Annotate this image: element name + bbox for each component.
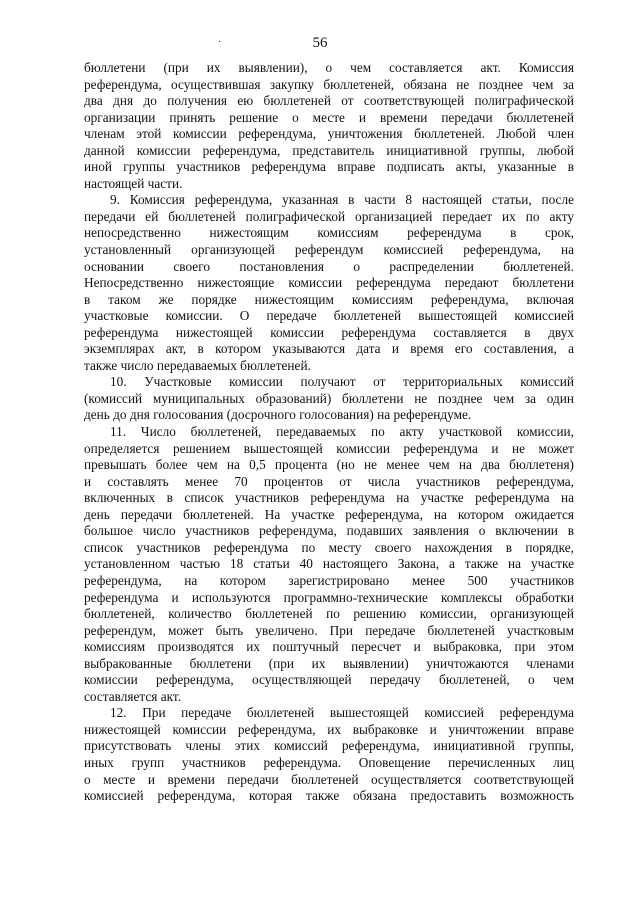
- paragraph: [84, 705, 574, 804]
- text-line: организации принять решение о месте и времени передачи бюллетеней: [84, 109, 574, 125]
- paragraph: [84, 60, 574, 192]
- text-line: комиссией референдума, которая также обязана предоставить возможность: [84, 788, 574, 804]
- text-line: непосредственно нижестоящим комиссиям референдума в срок,: [84, 225, 574, 241]
- text-line: определяется решением вышестоящей комиссии референдума и не может: [84, 440, 574, 456]
- text-line: составляется акт.: [84, 688, 182, 704]
- text-line: 10. Участковые комиссии получают от территориальных комиссий: [110, 374, 574, 390]
- text-line: референдума нижестоящей комиссии референдума составляется в двух: [84, 324, 574, 340]
- text-line: иных групп участников референдума. Оповещение перечисленных лиц: [84, 754, 574, 770]
- paragraph: [84, 424, 574, 705]
- text-line: референдум, может быть увеличено. При передаче бюллетеней участковым: [84, 622, 574, 638]
- text-line: участковые комиссии. О передаче бюллетеней вышестоящей комиссией: [84, 308, 574, 324]
- text-line: превышать более чем на 0,5 процента (но не менее чем на два бюллетеня): [84, 457, 574, 473]
- text-line: день передачи бюллетеней. На участке референдума, на котором ожидается: [84, 506, 574, 522]
- text-line: включенных в список участников референдума на участке референдума на: [84, 490, 574, 506]
- page-number: 56: [312, 35, 328, 51]
- text-line: присутствовать члены этих комиссий референдума, инициативной группы,: [84, 738, 574, 754]
- text-line: список участников референдума по месту своего нахождения в порядке,: [84, 539, 574, 555]
- text-line: иной группы участников референдума вправе подписать акты, указанные в: [84, 159, 574, 175]
- text-line: референдума и используются программно-технические комплексы обработки: [84, 589, 574, 605]
- text-line: настоящей части.: [84, 175, 183, 191]
- text-line: комиссиям производятся их поштучный пересчет и выбраковка, при этом: [84, 639, 574, 655]
- text-line: о месте и времени передачи бюллетеней осуществляется соответствующей: [84, 771, 574, 787]
- text-line: и составлять менее 70 процентов от числа участников референдума,: [84, 473, 574, 489]
- text-line: данной комиссии референдума, представитель инициативной группы, любой: [84, 142, 574, 158]
- text-line: бюллетени (при их выявлении), о чем составляется акт. Комиссия: [84, 60, 574, 75]
- text-line: 11. Число бюллетеней, передаваемых по акту участковой комиссии,: [110, 424, 574, 440]
- text-line: установленный организующей референдум комиссией референдума, на: [84, 242, 574, 258]
- text-line: два дня до получения ею бюллетеней от соответствующей полиграфической: [84, 93, 574, 109]
- text-line: членам этой комиссии референдума, уничтожения бюллетеней. Любой член: [84, 126, 574, 142]
- text-line: большое число участников референдума, подавших заявления о включении в: [84, 523, 574, 539]
- document-body: [84, 60, 574, 805]
- text-line: установленном частью 18 статьи 40 настоящего Закона, а также на участке: [84, 556, 574, 572]
- text-line: референдума, осуществившая закупку бюллетеней, обязана не позднее чем за: [84, 76, 574, 92]
- text-line: нижестоящей комиссии референдума, их выбраковке и уничтожении вправе: [84, 721, 574, 737]
- text-line: референдума, на котором зарегистрировано менее 500 участников: [84, 572, 574, 588]
- text-line: комиссии референдума, осуществляющей передачу бюллетеней, о чем: [84, 672, 574, 688]
- paragraph: [84, 192, 574, 374]
- text-line: (комиссий муниципальных образований) бюллетени не позднее чем за один: [84, 390, 574, 406]
- text-line: передачи ей бюллетеней полиграфической организацией передает их по акту: [84, 208, 574, 224]
- paragraph: [84, 374, 574, 424]
- text-line: основании своего постановления о распределении бюллетеней.: [84, 258, 574, 274]
- text-line: 9. Комиссия референдума, указанная в части 8 настоящей статьи, после: [110, 192, 574, 208]
- text-line: в таком же порядке нижестоящим комиссиям референдума, включая: [84, 291, 574, 307]
- text-line: бюллетеней, количество бюллетеней по решению комиссии, организующей: [84, 606, 574, 622]
- text-line: выбракованные бюллетени (при их выявлении) уничтожаются членами: [84, 655, 574, 671]
- scan-speck: ·: [218, 37, 222, 48]
- text-line: 12. При передаче бюллетеней вышестоящей комиссией референдума: [110, 705, 574, 721]
- text-line: также число передаваемых бюллетеней.: [84, 357, 311, 373]
- text-line: Непосредственно нижестоящие комиссии референдума передают бюллетени: [84, 275, 574, 291]
- text-line: день до дня голосования (досрочного голосования) на референдуме.: [84, 407, 472, 423]
- text-line: экземплярах акт, в котором указываются дата и время его составления, а: [84, 341, 574, 357]
